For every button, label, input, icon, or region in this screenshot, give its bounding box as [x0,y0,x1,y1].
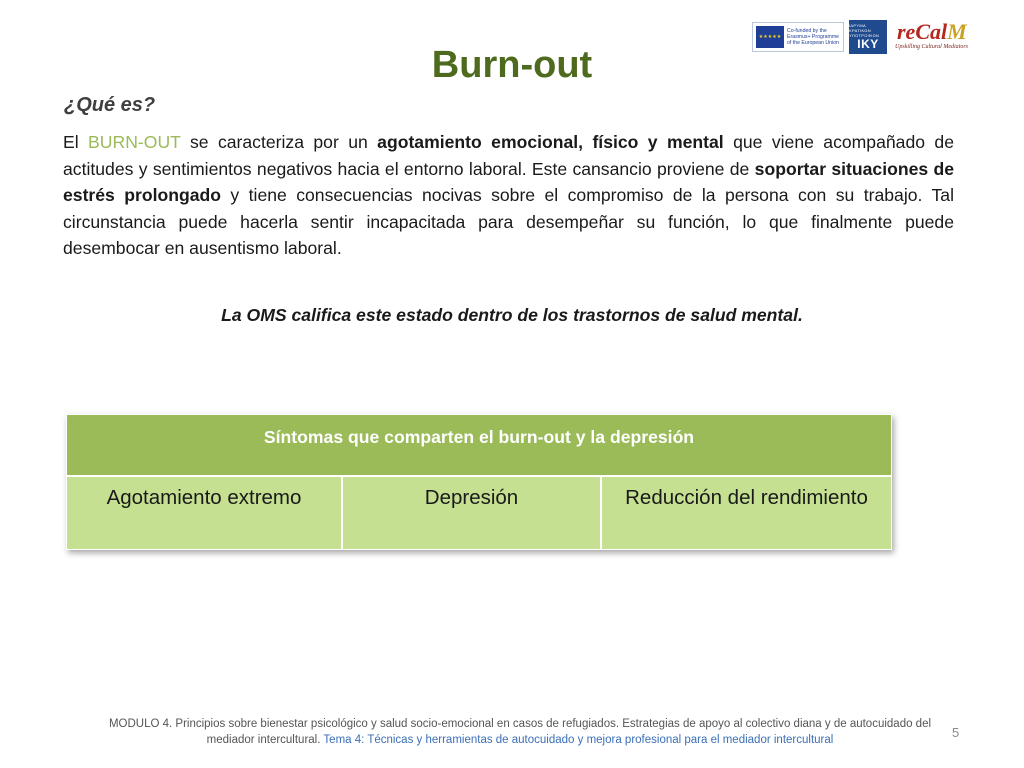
slide-title: Burn-out [431,44,593,86]
footer-tema-text: Tema 4: Técnicas y herramientas de autocuidado y mejora profesional para el mediador intercultural [323,734,834,746]
table-cell-reduccion: Reducción del rendimiento [601,476,892,550]
iky-logo-small-text: ΙΔΡΥΜΑ ΚΡΑΤΙΚΩΝ ΥΠΟΤΡΟΦΙΩΝ [849,23,880,38]
oms-statement: La OMS califica este estado dentro de los trastornos de salud mental. [221,305,803,325]
iky-logo-text: IKY [857,37,879,51]
symptoms-table-row [66,476,892,550]
page-number: 5 [952,725,960,740]
slide-footer [100,716,940,748]
recalm-logo-name: reCalM [897,19,967,44]
eu-logo-text: Co-funded by the Erasmus+ Programme of the European Union [787,27,840,47]
eu-flag-icon: ★★★★★ [756,26,784,48]
section-subtitle: ¿Qué es? [64,94,156,116]
symptoms-table [66,414,892,550]
footer-module-text: MODULO 4. Principios sobre bienestar psicológico y salud socio-emocional en casos de refugiados. Estrategias de apoyo al colectivo diana y de autocuidado del mediador intercultural. [108,718,932,746]
symptoms-table-header: Síntomas que comparten el burn-out y la depresión [66,414,892,476]
table-cell-depresion: Depresión [342,476,601,550]
definition-paragraph: El BURN-OUT se caracteriza por un agotamiento emocional, físico y mental que viene acompañado de actitudes y sentimientos negativos hacia el entorno laboral. Este cansancio proviene de soportar situaciones de estrés prolongado y tiene consecuencias nocivas sobre el compromiso de la persona con su trabajo. Tal circunstancia puede hacerla sentir incapacitada para desempeñar su función, lo que finalmente puede desembocar en ausentismo laboral. [63,132,954,258]
burnout-highlight: BURN-OUT [88,132,181,152]
bold-phrase-exhaustion: agotamiento emocional, físico y mental [377,132,724,152]
recalm-logo-tagline: Upskilling Cultural Mediators [895,44,969,50]
table-cell-agotamiento: Agotamiento extremo [66,476,342,550]
bold-phrase-stress: soportar situaciones de estrés prolongado [63,158,954,205]
